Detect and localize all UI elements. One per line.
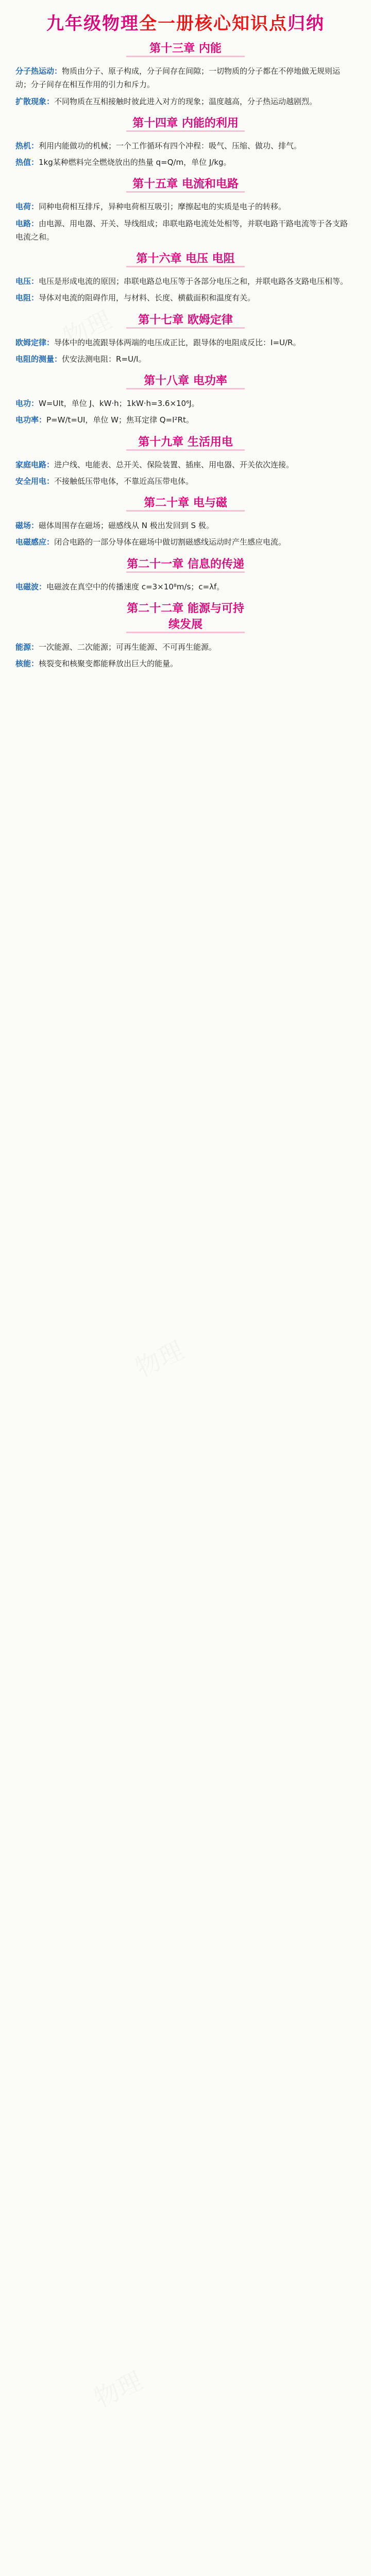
section bbox=[10, 40, 361, 109]
knowledge-text: 利用内能做功的机械；一个工作循环有四个冲程：吸气、压缩、做功、排气。 bbox=[39, 141, 302, 150]
knowledge-label: 电磁波： bbox=[15, 582, 47, 591]
knowledge-line bbox=[10, 518, 361, 533]
knowledge-label: 电阻的测量： bbox=[15, 354, 62, 364]
knowledge-label: 欧姆定律： bbox=[15, 337, 55, 347]
knowledge-text: 物质由分子、原子构成，分子间存在间隙；一切物质的分子都在不停地做无规则运动；分子间存在相互作用的引力和斥力。 bbox=[15, 66, 341, 90]
watermark bbox=[129, 1331, 189, 1384]
knowledge-line bbox=[10, 138, 361, 154]
section bbox=[10, 494, 361, 550]
knowledge-label: 电功率： bbox=[15, 415, 47, 425]
title-part-right: 归纳 bbox=[288, 13, 325, 34]
section bbox=[10, 600, 361, 672]
knowledge-line bbox=[10, 216, 361, 245]
document-title bbox=[0, 9, 371, 35]
knowledge-label: 安全用电： bbox=[15, 476, 55, 486]
knowledge-label: 热机： bbox=[15, 141, 39, 150]
knowledge-label: 扩散现象： bbox=[15, 96, 55, 106]
knowledge-text: 核裂变和核聚变都能释放出巨大的能量。 bbox=[39, 659, 178, 668]
section-heading: 第十七章 欧姆定律 bbox=[126, 311, 245, 329]
section-heading: 第十三章 内能 bbox=[126, 40, 245, 57]
knowledge-text: 进户线、电能表、总开关、保险装置、插座、用电器、开关依次连接。 bbox=[54, 460, 294, 469]
knowledge-line bbox=[10, 274, 361, 289]
knowledge-label: 家庭电路： bbox=[15, 460, 55, 469]
knowledge-text: 1kg某种燃料完全燃烧放出的热量 q=Q/m，单位 J/kg。 bbox=[39, 158, 231, 167]
knowledge-line bbox=[10, 473, 361, 489]
knowledge-label: 电压： bbox=[15, 277, 39, 286]
knowledge-text: 同种电荷相互排斥，异种电荷相互吸引；摩擦起电的实质是电子的转移。 bbox=[39, 202, 286, 212]
knowledge-text: 电压是形成电流的原因；串联电路总电压等于各部分电压之和，并联电路各支路电压相等。 bbox=[39, 277, 348, 286]
knowledge-line bbox=[10, 579, 361, 595]
knowledge-text: 磁体周围存在磁场；磁感线从 N 极出发回到 S 极。 bbox=[39, 521, 214, 530]
knowledge-text: 导体对电流的阻碍作用，与材料、长度、横截面积和温度有关。 bbox=[39, 293, 256, 303]
knowledge-label: 电阻： bbox=[15, 293, 39, 303]
knowledge-line bbox=[10, 290, 361, 306]
section-heading: 第二十一章 信息的传递 bbox=[126, 555, 245, 573]
section bbox=[10, 372, 361, 428]
knowledge-label: 分子热运动： bbox=[15, 66, 62, 76]
knowledge-line bbox=[10, 412, 361, 428]
watermark bbox=[88, 2361, 147, 2414]
section-heading: 第二十章 电与磁 bbox=[126, 494, 245, 512]
section-heading: 第二十二章 能源与可持续发展 bbox=[126, 600, 245, 633]
sections-container bbox=[0, 40, 371, 671]
knowledge-line bbox=[10, 457, 361, 472]
knowledge-label: 电路： bbox=[15, 218, 39, 228]
section-heading: 第十四章 内能的利用 bbox=[126, 114, 245, 132]
knowledge-text: 不接触低压带电体，不靠近高压带电体。 bbox=[54, 476, 194, 486]
knowledge-line bbox=[10, 63, 361, 93]
knowledge-line bbox=[10, 534, 361, 550]
section bbox=[10, 250, 361, 306]
knowledge-label: 电磁感应： bbox=[15, 537, 55, 547]
knowledge-text: 伏安法测电阻：R=U/I。 bbox=[62, 354, 146, 364]
section bbox=[10, 433, 361, 489]
knowledge-line bbox=[10, 335, 361, 350]
section bbox=[10, 175, 361, 245]
knowledge-label: 电荷： bbox=[15, 202, 39, 212]
knowledge-text: W=UIt，单位 J、kW·h；1kW·h=3.6×10⁶J。 bbox=[39, 399, 199, 408]
knowledge-text: P=W/t=UI，单位 W；焦耳定律 Q=I²Rt。 bbox=[46, 415, 194, 425]
knowledge-label: 磁场： bbox=[15, 521, 39, 530]
section-heading: 第十五章 电流和电路 bbox=[126, 175, 245, 193]
knowledge-label: 热值： bbox=[15, 158, 39, 167]
knowledge-line bbox=[10, 94, 361, 109]
knowledge-line bbox=[10, 639, 361, 655]
knowledge-label: 能源： bbox=[15, 642, 39, 652]
knowledge-line bbox=[10, 396, 361, 411]
knowledge-text: 不同物质在互相接触时彼此进入对方的现象；温度越高，分子热运动越剧烈。 bbox=[54, 96, 317, 106]
section-heading: 第十八章 电功率 bbox=[126, 372, 245, 389]
knowledge-label: 电功： bbox=[15, 399, 39, 408]
section-heading: 第十九章 生活用电 bbox=[126, 433, 245, 451]
section-heading: 第十六章 电压 电阻 bbox=[126, 250, 245, 267]
knowledge-line bbox=[10, 351, 361, 367]
knowledge-line bbox=[10, 199, 361, 214]
title-part-left: 九年级物理 bbox=[46, 13, 139, 34]
section bbox=[10, 114, 361, 171]
knowledge-text: 一次能源、二次能源；可再生能源、不可再生能源。 bbox=[39, 642, 217, 652]
section bbox=[10, 555, 361, 595]
knowledge-text: 由电源、用电器、开关、导线组成；串联电路电流处处相等，并联电路干路电流等于各支路电流之和。 bbox=[15, 218, 348, 242]
title-highlight: 全一册核心知识点 bbox=[139, 13, 288, 34]
knowledge-text: 闭合电路的一部分导体在磁场中做切割磁感线运动时产生感应电流。 bbox=[54, 537, 286, 547]
knowledge-line bbox=[10, 155, 361, 170]
knowledge-text: 电磁波在真空中的传播速度 c=3×10⁸m/s；c=λf。 bbox=[46, 582, 225, 591]
knowledge-line bbox=[10, 656, 361, 671]
knowledge-label: 核能： bbox=[15, 659, 39, 668]
knowledge-text: 导体中的电流跟导体两端的电压成正比，跟导体的电阻成反比：I=U/R。 bbox=[54, 337, 301, 347]
